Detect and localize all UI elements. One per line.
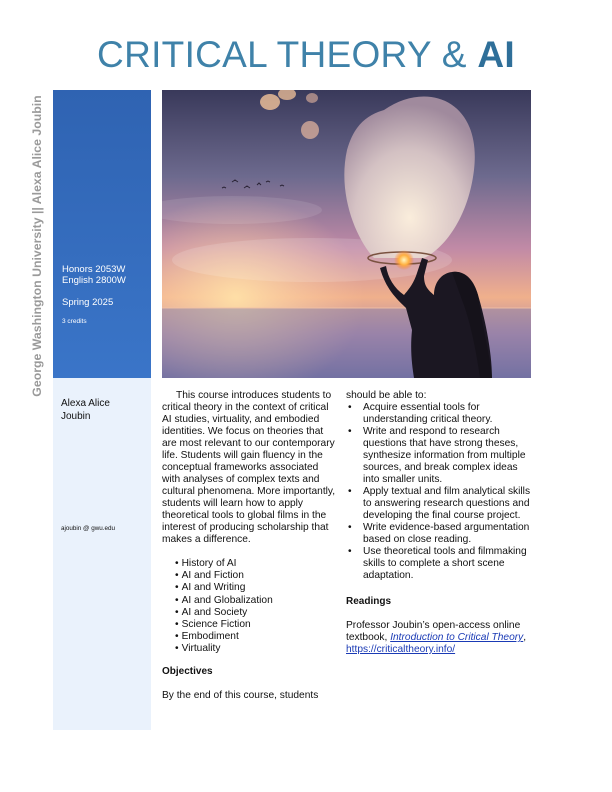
textbook-link[interactable]: Introduction to Critical Theory — [390, 632, 524, 643]
objectives-heading: Objectives — [162, 665, 213, 677]
topics-list — [162, 558, 337, 656]
objectives-intro-a: By the end of this course, students — [162, 689, 319, 701]
title-main: CRITICAL THEORY & — [97, 34, 478, 75]
readings-intro: Professor Joubin’s open-access online textbook, — [346, 620, 521, 643]
topic-item: • Embodiment — [182, 631, 337, 643]
page-title — [0, 34, 612, 76]
topic-item: • AI and Fiction — [182, 570, 337, 582]
course-info-panel — [53, 90, 151, 378]
photo-illustration — [162, 90, 531, 378]
readings-heading: Readings — [346, 596, 392, 607]
readings-text — [346, 620, 531, 656]
readings-separator: , — [523, 632, 527, 643]
topic-item: • Virtuality — [182, 643, 337, 655]
intro-paragraph: This course introduces students to critical theory in the context of critical AI studies, virtuality, and embodied identities. We focus on theories that are most relevant to our contemporary life. Students will gain fluency in the conceptual frameworks associated with analyses of complex texts and cultural phenomena. More importantly, students will learn how to apply theoretical tools to global films in the interest of producing scholarship that makes a difference. — [162, 390, 336, 545]
sky-lantern-photo — [162, 90, 531, 378]
vertical-side-label: George Washington University || Alexa Alice Joubin — [30, 95, 44, 397]
objective-item: • Apply textual and film analytical skills to answering research questions and developing the final course project. — [363, 486, 531, 522]
course-numbers — [62, 264, 126, 286]
topic-item: • Science Fiction — [182, 619, 337, 631]
course-number-honors: Honors 2053W — [62, 264, 126, 275]
author-line-2: Joubin — [61, 411, 91, 422]
author-email: ajoubin @ gwu.edu — [61, 525, 116, 532]
intro-column — [162, 390, 337, 702]
topic-item: • AI and Writing — [182, 582, 337, 594]
objective-item: • Use theoretical tools and filmmaking skills to complete a short scene adaptation. — [363, 546, 531, 582]
topic-item: • AI and Society — [182, 607, 337, 619]
topic-item: • History of AI — [182, 558, 337, 570]
objectives-list — [346, 402, 531, 582]
author-name — [61, 397, 141, 423]
textbook-url-link[interactable]: https://criticaltheory.info/ — [346, 644, 456, 655]
course-number-english: English 2800W — [62, 275, 126, 286]
objectives-intro-b: should be able to: — [346, 390, 427, 401]
term: Spring 2025 — [62, 297, 114, 308]
title-emphasis: AI — [477, 34, 515, 75]
objectives-column — [346, 390, 531, 656]
author-line-1: Alexa Alice — [61, 398, 110, 409]
objective-item: • Write evidence-based argumentation based on close reading. — [363, 522, 531, 546]
objective-item: • Acquire essential tools for understanding critical theory. — [363, 402, 531, 426]
topic-item: • AI and Globalization — [182, 595, 337, 607]
sidebar-background — [53, 378, 151, 730]
objective-item: • Write and respond to research questions that have strong theses, synthesize information from multiple sources, and break complex ideas into smaller units. — [363, 426, 531, 486]
credits: 3 credits — [62, 318, 87, 325]
